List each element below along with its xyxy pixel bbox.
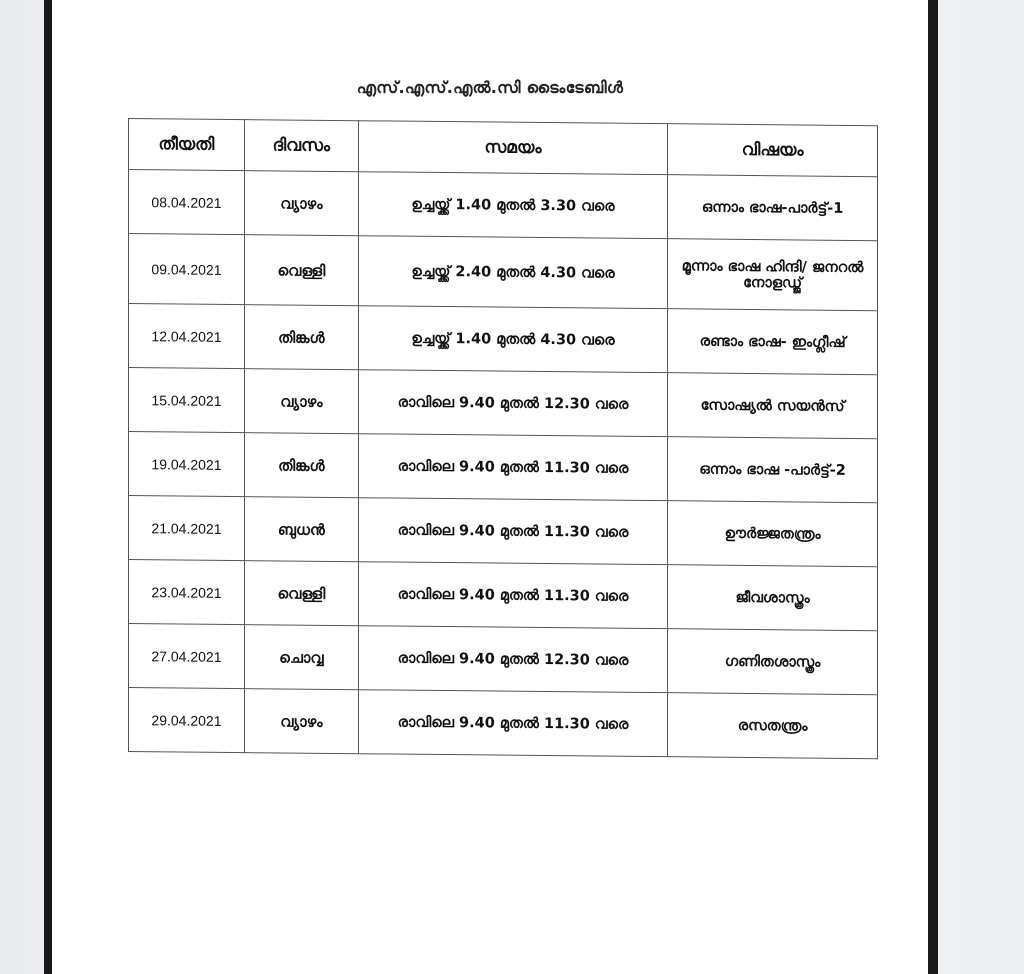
- table-row: [129, 368, 878, 439]
- date-cell: 09.04.2021: [129, 234, 245, 305]
- subject-cell: ജീവശാസ്ത്രം: [668, 565, 878, 631]
- page-edge-right: [928, 0, 938, 974]
- day-cell: ബുധൻ: [244, 497, 358, 562]
- date-cell: 27.04.2021: [129, 624, 245, 689]
- table-row: [129, 304, 878, 375]
- column-header-day: ദിവസം: [244, 120, 358, 172]
- page-edge-left: [44, 0, 52, 974]
- exam-timetable: [128, 118, 878, 759]
- subject-cell: സോഷ്യൽ സയൻസ്: [668, 373, 878, 439]
- subject-cell: ഊർജ്ജതന്ത്രം: [668, 501, 878, 567]
- time-cell: രാവിലെ 9.40 മുതൽ 11.30 വരെ: [358, 498, 667, 565]
- day-cell: തിങ്കൾ: [244, 433, 358, 498]
- day-cell: ചൊവ്വ: [244, 625, 358, 690]
- table-row: [129, 432, 878, 503]
- day-cell: വ്യാഴം: [244, 171, 358, 236]
- date-cell: 21.04.2021: [129, 496, 245, 561]
- table-row: [129, 234, 878, 311]
- column-header-time: സമയം: [358, 121, 667, 175]
- subject-cell: ഗണിതശാസ്ത്രം: [668, 629, 878, 695]
- date-cell: 08.04.2021: [129, 170, 245, 235]
- subject-cell: മൂന്നാം ഭാഷ ഹിന്ദി/ ജനറൽ നോളഡ്ജ്: [668, 239, 878, 311]
- table-row: [129, 170, 878, 241]
- table-row: [129, 496, 878, 567]
- time-cell: രാവിലെ 9.40 മുതൽ 11.30 വരെ: [358, 690, 667, 757]
- time-cell: രാവിലെ 9.40 മുതൽ 11.30 വരെ: [358, 562, 667, 629]
- date-cell: 23.04.2021: [129, 560, 245, 625]
- column-header-subject: വിഷയം: [668, 124, 878, 177]
- date-cell: 29.04.2021: [129, 688, 245, 753]
- day-cell: വെള്ളി: [244, 561, 358, 626]
- day-cell: തിങ്കൾ: [244, 305, 358, 370]
- time-cell: ഉച്ചയ്ക്ക് 1.40 മുതൽ 3.30 വരെ: [358, 172, 667, 239]
- time-cell: ഉച്ചയ്ക്ക് 2.40 മുതൽ 4.30 വരെ: [358, 236, 667, 309]
- date-cell: 19.04.2021: [129, 432, 245, 497]
- subject-cell: രസതന്ത്രം: [668, 693, 878, 759]
- table-row: [129, 624, 878, 695]
- table-row: [129, 688, 878, 759]
- table-row: [129, 560, 878, 631]
- date-cell: 15.04.2021: [129, 368, 245, 433]
- time-cell: രാവിലെ 9.40 മുതൽ 12.30 വരെ: [358, 370, 667, 437]
- time-cell: രാവിലെ 9.40 മുതൽ 11.30 വരെ: [358, 434, 667, 501]
- subject-cell: ഒന്നാം ഭാഷ -പാർട്ട്-2: [668, 437, 878, 503]
- time-cell: ഉച്ചയ്ക്ക് 1.40 മുതൽ 4.30 വരെ: [358, 306, 667, 373]
- paper-sheet: [52, 0, 928, 974]
- time-cell: രാവിലെ 9.40 മുതൽ 12.30 വരെ: [358, 626, 667, 693]
- subject-cell: രണ്ടാം ഭാഷ- ഇംഗ്ലീഷ്: [668, 309, 878, 375]
- day-cell: വെള്ളി: [244, 235, 358, 306]
- column-header-date: തീയതി: [129, 119, 245, 171]
- date-cell: 12.04.2021: [129, 304, 245, 369]
- subject-cell: ഒന്നാം ഭാഷ-പാർട്ട്-1: [668, 175, 878, 241]
- day-cell: വ്യാഴം: [244, 689, 358, 754]
- day-cell: വ്യാഴം: [244, 369, 358, 434]
- document-title: എസ്.എസ്.എൽ.സി ടൈംടേബിൾ: [356, 78, 624, 97]
- table-header-row: [129, 119, 878, 177]
